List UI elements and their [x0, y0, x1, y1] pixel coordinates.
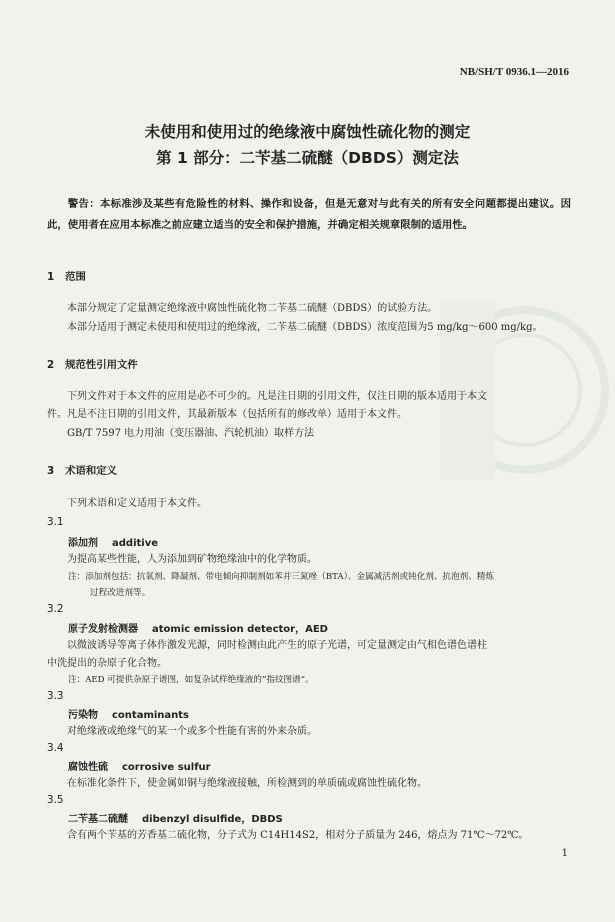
term-cn: 原子发射检测器: [68, 624, 138, 635]
term-definition: 对绝缘液或绝缘气的某一个或多个性能有害的外来杂质。: [67, 726, 317, 737]
section-3-heading: [47, 462, 117, 477]
paragraph: 下列文件对于本文件的应用是必不可少的。凡是注日期的引用文件，仅注日期的版本适用于本文: [67, 391, 487, 402]
term-definition-continued: 中洗提出的杂原子化合物。: [47, 658, 167, 669]
section-number: 2: [47, 359, 55, 371]
section-number: 1: [47, 271, 55, 283]
term-en: atomic emission detector，AED: [152, 624, 328, 635]
section-title: 术语和定义: [65, 465, 118, 477]
term-cn: 腐蚀性硫: [68, 762, 108, 773]
term-heading: [68, 758, 211, 773]
term-note: 注：添加剂包括：抗氧剂、降凝剂、带电倾向抑制剂如苯并三氮唑（BTA）、金属减活剂或钝化剂、抗泡剂、精炼: [68, 572, 494, 582]
term-cn: 添加剂: [68, 538, 98, 549]
term-definition: 为提高某些性能，人为添加到矿物绝缘油中的化学物质。: [67, 554, 317, 565]
term-number: 3.3: [47, 690, 64, 702]
paragraph: 本部分适用于测定未使用和使用过的绝缘液，二苄基二硫醚（DBDS）浓度范围为5 mg/kg～600 mg/kg。: [67, 322, 543, 333]
term-en: dibenzyl disulfide，DBDS: [142, 814, 283, 825]
term-en: additive: [112, 538, 159, 549]
term-note: 注：AED 可提供杂原子谱图，如复杂试样绝缘液的“指纹图谱”。: [68, 675, 314, 685]
term-heading: [68, 534, 158, 549]
term-definition: 含有两个苄基的芳香基二硫化物，分子式为 C14H14S2，相对分子质量为 246，熔点为 71℃～72℃。: [67, 830, 529, 841]
warning-paragraph: 警告：本标准涉及某些有危险性的材料、操作和设备，但是无意对与此有关的所有安全问题都提出建议。因此，使用者在应用本标准之前应建立适当的安全和保护措施，并确定相关规章限制的适用性。: [47, 198, 571, 231]
title-line-1: 未使用和使用过的绝缘液中腐蚀性硫化物的测定: [144, 123, 471, 141]
term-heading: [68, 706, 189, 721]
term-definition: 以微波诱导等离子体作激发光源，同时检测由此产生的原子光谱，可定量测定由气相色谱色谱柱: [67, 640, 487, 651]
term-number: 3.4: [47, 742, 64, 754]
term-heading: [68, 810, 283, 825]
section-2-heading: [47, 356, 138, 371]
section-number: 3: [47, 465, 55, 477]
page-number: 1: [561, 848, 568, 859]
section-1-heading: [47, 268, 86, 283]
term-note-continued: 过程改进剂等。: [90, 588, 151, 598]
term-heading: [68, 620, 328, 635]
paragraph: 本部分规定了定量测定绝缘液中腐蚀性硫化物二苄基二硫醚（DBDS）的试验方法。: [67, 303, 438, 314]
term-cn: 污染物: [68, 710, 98, 721]
paragraph: 件。凡是不注日期的引用文件，其最新版本（包括所有的修改单）适用于本文件。: [47, 409, 407, 420]
term-number: 3.1: [47, 516, 64, 528]
term-en: contaminants: [112, 710, 190, 721]
title-line-2: 第 1 部分：二苄基二硫醚（DBDS）测定法: [156, 149, 459, 167]
term-en: corrosive sulfur: [122, 762, 211, 773]
section-title: 范围: [65, 271, 86, 283]
term-number: 3.5: [47, 794, 64, 806]
term-number: 3.2: [47, 603, 64, 615]
section-title: 规范性引用文件: [65, 359, 138, 371]
term-cn: 二苄基二硫醚: [68, 814, 128, 825]
paragraph: 下列术语和定义适用于本文件。: [67, 498, 207, 509]
reference-item: GB/T 7597 电力用油（变压器油、汽轮机油）取样方法: [67, 428, 315, 439]
standard-code: NB/SH/T 0936.1—2016: [459, 66, 569, 78]
term-definition: 在标准化条件下，使金属如铜与绝缘液接触，所检测到的单质硫或腐蚀性硫化物。: [67, 778, 427, 789]
